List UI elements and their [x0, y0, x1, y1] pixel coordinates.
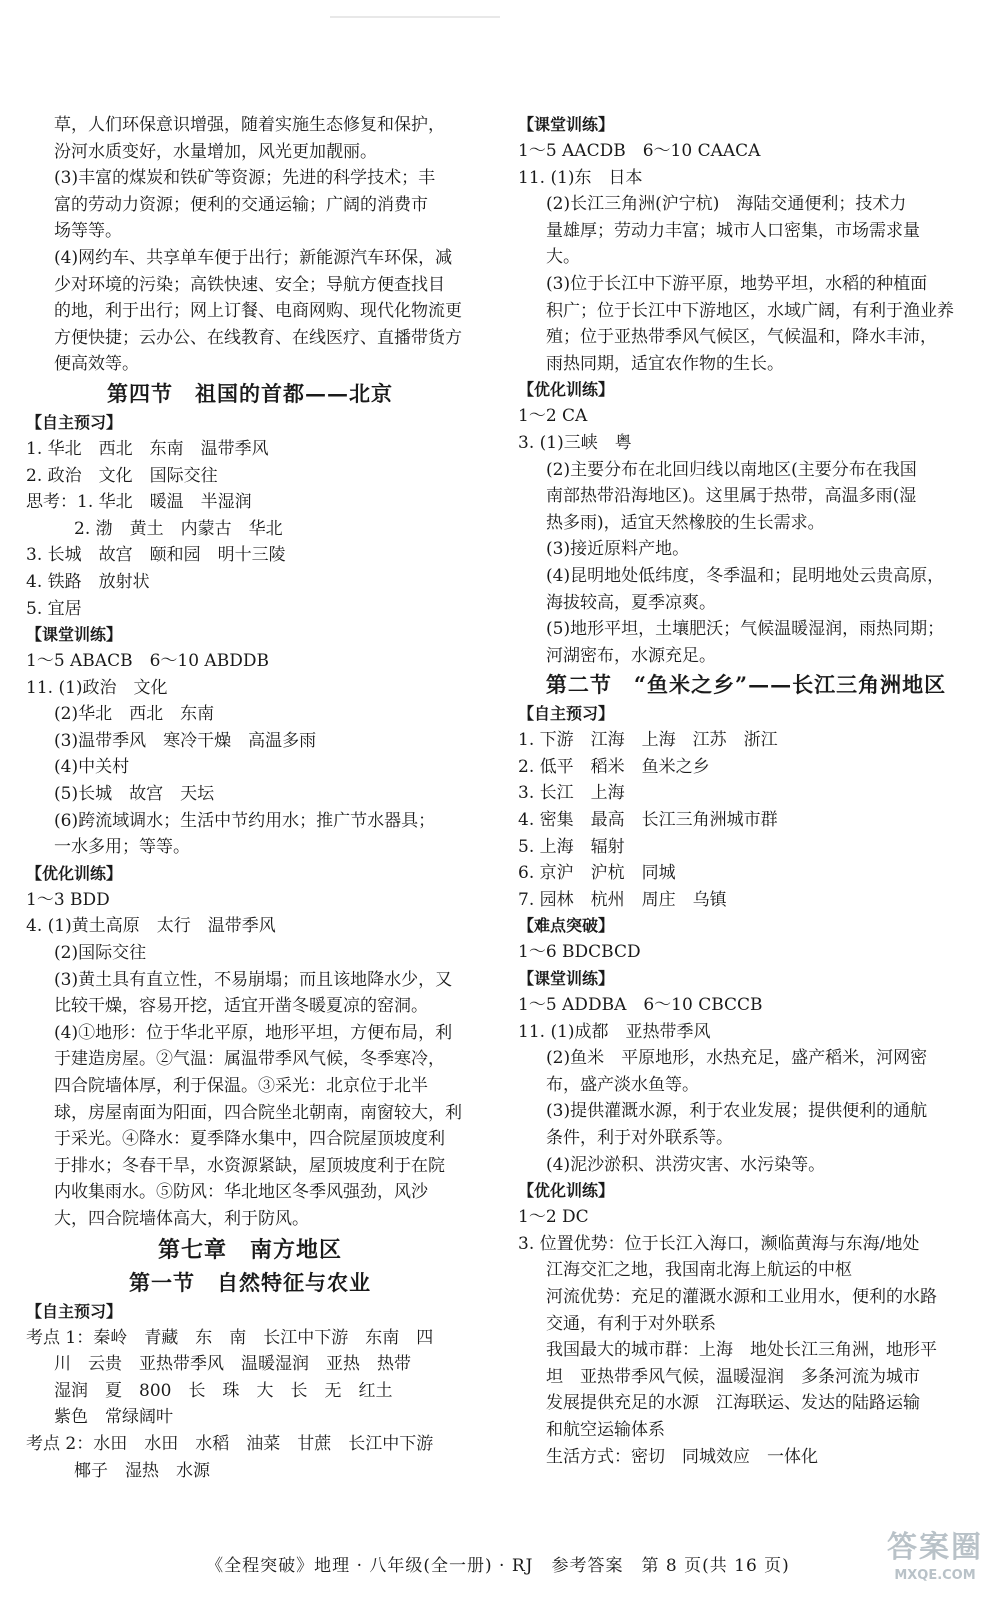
answer-line: 四合院墙体厚，利于保温。③采光：北京位于北半 [54, 1076, 428, 1096]
answer-line: 大。 [546, 247, 580, 268]
answer-line: 4. 密集 最高 长江三角洲城市群 [518, 810, 778, 831]
answer-line: (4)①地形：位于华北平原，地形平坦，方便布局，利 [54, 1022, 453, 1043]
answer-line: (3)黄土具有直立性，不易崩塌；而且该地降水少，又 [54, 969, 453, 990]
answer-line: 紫色 常绿阔叶 [54, 1407, 173, 1428]
answer-line: 海拔较高，夏季凉爽。 [546, 592, 716, 613]
subsection-tag: 【自主预习】 [26, 412, 123, 432]
answer-line: 1～2 DC [518, 1207, 589, 1228]
answer-line: 一水多用；等等。 [54, 837, 190, 858]
answer-line: 方便快捷；云办公、在线教育、在线医疗、直播带货方 [54, 327, 462, 348]
answer-line: 河湖密布，水源充足。 [546, 645, 716, 666]
answer-line: 1～5 AACDB 6～10 CAACA [518, 141, 761, 161]
answer-line: 1～3 BDD [26, 889, 110, 910]
answer-line: 少对环境的污染；高铁快速、安全；导航方便查找目 [54, 274, 445, 295]
answer-line: (6)跨流域调水；生活中节约用水；推广节水器具； [54, 810, 436, 831]
answer-line: 1～6 BDCBCD [518, 942, 641, 963]
answer-line: (4)泥沙淤积、洪涝灾害、水污染等。 [546, 1154, 826, 1175]
answer-line: 考点 1：秦岭 青藏 东 南 长江中下游 东南 四 [26, 1327, 434, 1348]
watermark-logo [880, 1528, 990, 1594]
answer-line: 1～5 ADDBA 6～10 CBCCB [518, 995, 763, 1016]
answer-line: 4. 铁路 放射状 [26, 571, 150, 592]
answer-line: (3)丰富的煤炭和铁矿等资源；先进的科学技术；丰 [54, 168, 436, 189]
subsection-tag: 【课堂训练】 [518, 969, 615, 989]
answer-line: 和航空运输体系 [546, 1419, 665, 1440]
subsection-tag: 【课堂训练】 [518, 115, 615, 134]
answer-line: 1～2 CA [518, 406, 588, 427]
answer-line: 比较干燥，容易开挖，适宜开凿冬暖夏凉的窑洞。 [54, 996, 428, 1017]
answer-line: 6. 京沪 沪杭 同城 [518, 863, 676, 884]
answer-line: 球，房屋南面为阳面，四合院坐北朝南，南窗较大，利 [54, 1102, 462, 1123]
answer-line: 于采光。④降水：夏季降水集中，四合院屋顶坡度利 [54, 1129, 445, 1150]
answer-line: 场等等。 [54, 221, 122, 242]
answer-line: (3)位于长江中下游平原，地势平坦，水稻的种植面 [546, 273, 928, 294]
page-footer: 《全程突破》地理 · 八年级(全一册) · RJ 参考答案 第 8 页(共 16 页) [206, 1556, 790, 1576]
answer-line: (3)提供灌溉水源，利于农业发展；提供便利的通航 [546, 1101, 928, 1122]
answer-line: 交通，有利于对外联系 [546, 1313, 716, 1334]
answer-line: (5)地形平坦，土壤肥沃；气候温暖湿润，雨热同期； [546, 619, 945, 640]
answer-line: 4. (1)黄土高原 太行 温带季风 [26, 916, 276, 937]
answer-line: (3)温带季风 寒冷干燥 高温多雨 [54, 730, 317, 751]
answer-line: 生活方式：密切 同城效应 一体化 [546, 1446, 818, 1467]
subsection-tag: 【优化训练】 [518, 1181, 615, 1201]
answer-line: 江海交汇之地，我国南北海上航运的中枢 [546, 1260, 852, 1281]
answer-line: 南部热带沿海地区)。这里属于热带，高温多雨(湿 [546, 486, 917, 507]
answer-line: 条件，利于对外联系等。 [546, 1128, 733, 1148]
answer-line: 殖；位于亚热带季风气候区，气候温和，降水丰沛， [546, 327, 937, 348]
subsection-tag: 【课堂训练】 [26, 625, 123, 645]
answer-line: 椰子 湿热 水源 [74, 1460, 210, 1481]
answer-line: 积广；位于长江中下游地区，水域广阔，有利于渔业养 [546, 300, 954, 321]
answer-line: 发展提供充足的水源 江海联运、发达的陆路运输 [546, 1393, 920, 1414]
answer-line: (2)华北 西北 东南 [54, 704, 215, 725]
answer-line: 湿润 夏 800 长 珠 大 长 无 红土 [54, 1380, 393, 1401]
subsection-tag: 【自主预习】 [518, 704, 615, 724]
section-heading: 第一节 自然特征与农业 [129, 1269, 371, 1295]
answer-line: 1. 华北 西北 东南 温带季风 [26, 438, 269, 459]
answer-line: 量雄厚；劳动力丰富；城市人口密集，市场需求量 [546, 220, 920, 241]
top-edge-line [330, 16, 500, 18]
answer-line: 布，盛产淡水鱼等。 [546, 1074, 699, 1095]
answer-line: 我国最大的城市群：上海 地处长江三角洲，地形平 [546, 1340, 937, 1361]
answer-line: 7. 园林 杭州 周庄 乌镇 [518, 889, 727, 910]
chapter-heading: 第七章 南方地区 [157, 1236, 342, 1263]
answer-line: 内收集雨水。⑤防风：华北地区冬季风强劲，风沙 [54, 1182, 428, 1203]
answer-line: 1～5 ABACB 6～10 ABDDB [26, 651, 269, 672]
answer-line: 2. 渤 黄土 内蒙古 华北 [74, 518, 283, 539]
answer-line: 于排水；冬春干旱，水资源紧缺，屋顶坡度利于在院 [54, 1155, 445, 1176]
answer-line: (2)长江三角洲(沪宁杭) 海陆交通便利；技术力 [546, 194, 907, 215]
subsection-tag: 【优化训练】 [26, 863, 123, 883]
answer-line: (2)鱼米 平原地形，水热充足，盛产稻米，河网密 [546, 1048, 928, 1069]
answer-line: 1. 下游 江海 上海 江苏 浙江 [518, 730, 778, 751]
subsection-tag: 【难点突破】 [518, 916, 615, 936]
right-column [518, 112, 974, 1470]
answer-line: 3. 位置优势：位于长江入海口，濒临黄海与东海/地处 [518, 1233, 920, 1254]
answer-line: 思考：1. 华北 暖温 半湿润 [26, 492, 252, 513]
section-heading: 第二节 “鱼米之乡”——长江三角洲地区 [545, 672, 947, 698]
answer-line: 考点 2：水田 水田 水稻 油菜 甘蔗 长江中下游 [26, 1433, 434, 1454]
left-column [26, 112, 474, 1484]
answer-line: 5. 上海 辐射 [518, 836, 625, 857]
answer-line: 2. 政治 文化 国际交往 [26, 465, 218, 486]
answer-line: 11. (1)东 日本 [518, 167, 643, 188]
watermark-url: MXQE.COM [894, 1568, 976, 1583]
answer-line: 于建造房屋。②气温：属温带季风气候，冬季寒冷， [54, 1049, 445, 1070]
answer-line: 汾河水质变好，水量增加，风光更加靓丽。 [54, 141, 377, 162]
section-heading: 第四节 祖国的首都——北京 [107, 380, 393, 406]
answer-line: 3. (1)三峡 粤 [518, 432, 632, 453]
answer-line: 河流优势：充足的灌溉水源和工业用水，便利的水路 [546, 1286, 937, 1307]
answer-line: 雨热同期，适宜农作物的生长。 [546, 353, 784, 374]
answer-line: 2. 低平 稻米 鱼米之乡 [518, 756, 710, 777]
answer-line: 大，四合院墙体高大，利于防风。 [54, 1208, 309, 1229]
answer-line: 3. 长城 故宫 颐和园 明十三陵 [26, 545, 286, 566]
answer-line: 富的劳动力资源；便利的交通运输；广阔的消费市 [54, 194, 428, 215]
answer-line: (2)国际交往 [54, 943, 147, 964]
answer-line: 11. (1)政治 文化 [26, 677, 168, 698]
answer-line: 草，人们环保意识增强，随着实施生态修复和保护， [54, 115, 445, 135]
answer-line: (4)网约车、共享单车便于出行；新能源汽车环保，减 [54, 247, 453, 268]
answer-line: 川 云贵 亚热带季风 温暖湿润 亚热 热带 [54, 1354, 411, 1375]
answer-line: (5)长城 故宫 天坛 [54, 784, 215, 805]
answer-line: 3. 长江 上海 [518, 783, 625, 804]
answer-line: 热多雨)，适宜天然橡胶的生长需求。 [546, 512, 825, 533]
answer-line: 11. (1)成都 亚热带季风 [518, 1021, 711, 1042]
watermark-text: 答案圈 [887, 1530, 983, 1565]
answer-line: (2)主要分布在北回归线以南地区(主要分布在我国 [546, 459, 917, 480]
subsection-tag: 【自主预习】 [26, 1301, 123, 1321]
answer-line: 便高效等。 [54, 354, 139, 375]
answer-line: (3)接近原料产地。 [546, 539, 690, 560]
subsection-tag: 【优化训练】 [518, 380, 615, 400]
answer-line: (4)中关村 [54, 757, 130, 778]
answer-line: 的地，利于出行；网上订餐、电商网购、现代化物流更 [54, 301, 462, 322]
answer-line: 5. 宜居 [26, 598, 82, 619]
answer-line: (4)昆明地处低纬度，冬季温和；昆明地处云贵高原， [546, 565, 945, 586]
answer-line: 坦 亚热带季风气候，温暖湿润 多条河流为城市 [546, 1366, 920, 1387]
